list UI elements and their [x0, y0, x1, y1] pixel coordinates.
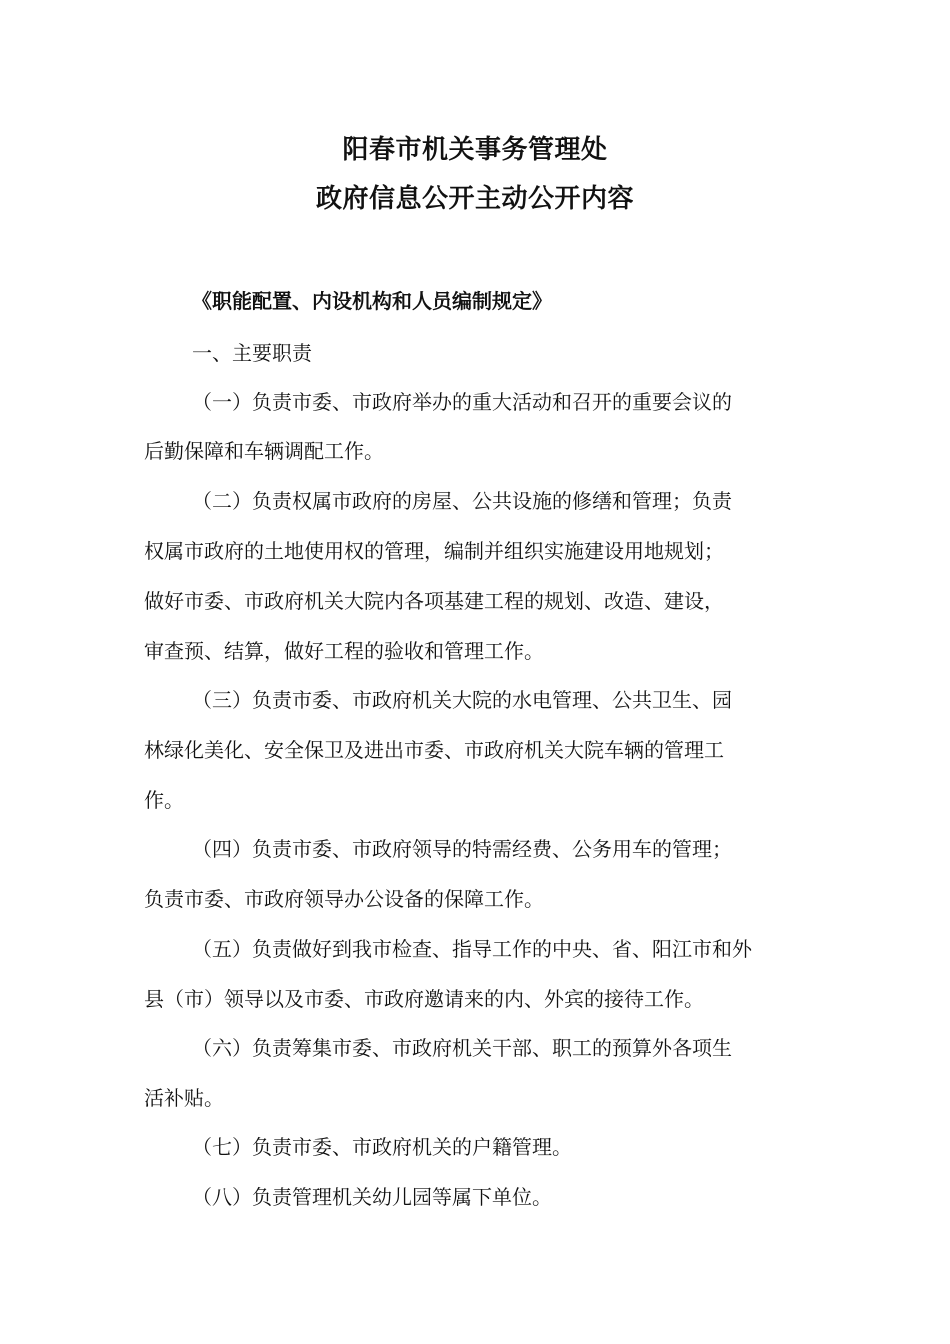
paragraph-line: （一）负责市委、市政府举办的重大活动和召开的重要会议的 [192, 390, 732, 414]
paragraph-line: （七）负责市委、市政府机关的户籍管理。 [192, 1135, 572, 1159]
paragraph-line: （八）负责管理机关幼儿园等属下单位。 [192, 1185, 552, 1209]
paragraph-line: 权属市政府的土地使用权的管理，编制并组织实施建设用地规划； [144, 539, 724, 563]
paragraph-line: 活补贴。 [144, 1086, 224, 1110]
paragraph-line: 作。 [144, 788, 184, 812]
paragraph-line: （六）负责筹集市委、市政府机关干部、职工的预算外各项生 [192, 1036, 732, 1060]
paragraph-line: 林绿化美化、安全保卫及进出市委、市政府机关大院车辆的管理工 [144, 738, 724, 762]
document-title-line2: 政府信息公开主动公开内容 [315, 184, 634, 214]
paragraph-line: （五）负责做好到我市检查、指导工作的中央、省、阳江市和外 [192, 937, 752, 961]
section-heading: 《职能配置、内设机构和人员编制规定》 [192, 289, 552, 313]
paragraph-line: （二）负责权属市政府的房屋、公共设施的修缮和管理；负责 [192, 489, 732, 513]
paragraph-line: 负责市委、市政府领导办公设备的保障工作。 [144, 887, 544, 911]
paragraph-line: 后勤保障和车辆调配工作。 [144, 439, 384, 463]
document-title-line1: 阳春市机关事务管理处 [342, 135, 608, 165]
paragraph-line: 县（市）领导以及市委、市政府邀请来的内、外宾的接待工作。 [144, 987, 704, 1011]
paragraph-line: 做好市委、市政府机关大院内各项基建工程的规划、改造、建设， [144, 589, 724, 613]
paragraph-line: （四）负责市委、市政府领导的特需经费、公务用车的管理； [192, 837, 732, 861]
paragraph-line: （三）负责市委、市政府机关大院的水电管理、公共卫生、园 [192, 688, 732, 712]
paragraph-line: 审查预、结算，做好工程的验收和管理工作。 [144, 639, 544, 663]
subheading-main-duties: 一、主要职责 [192, 341, 312, 365]
